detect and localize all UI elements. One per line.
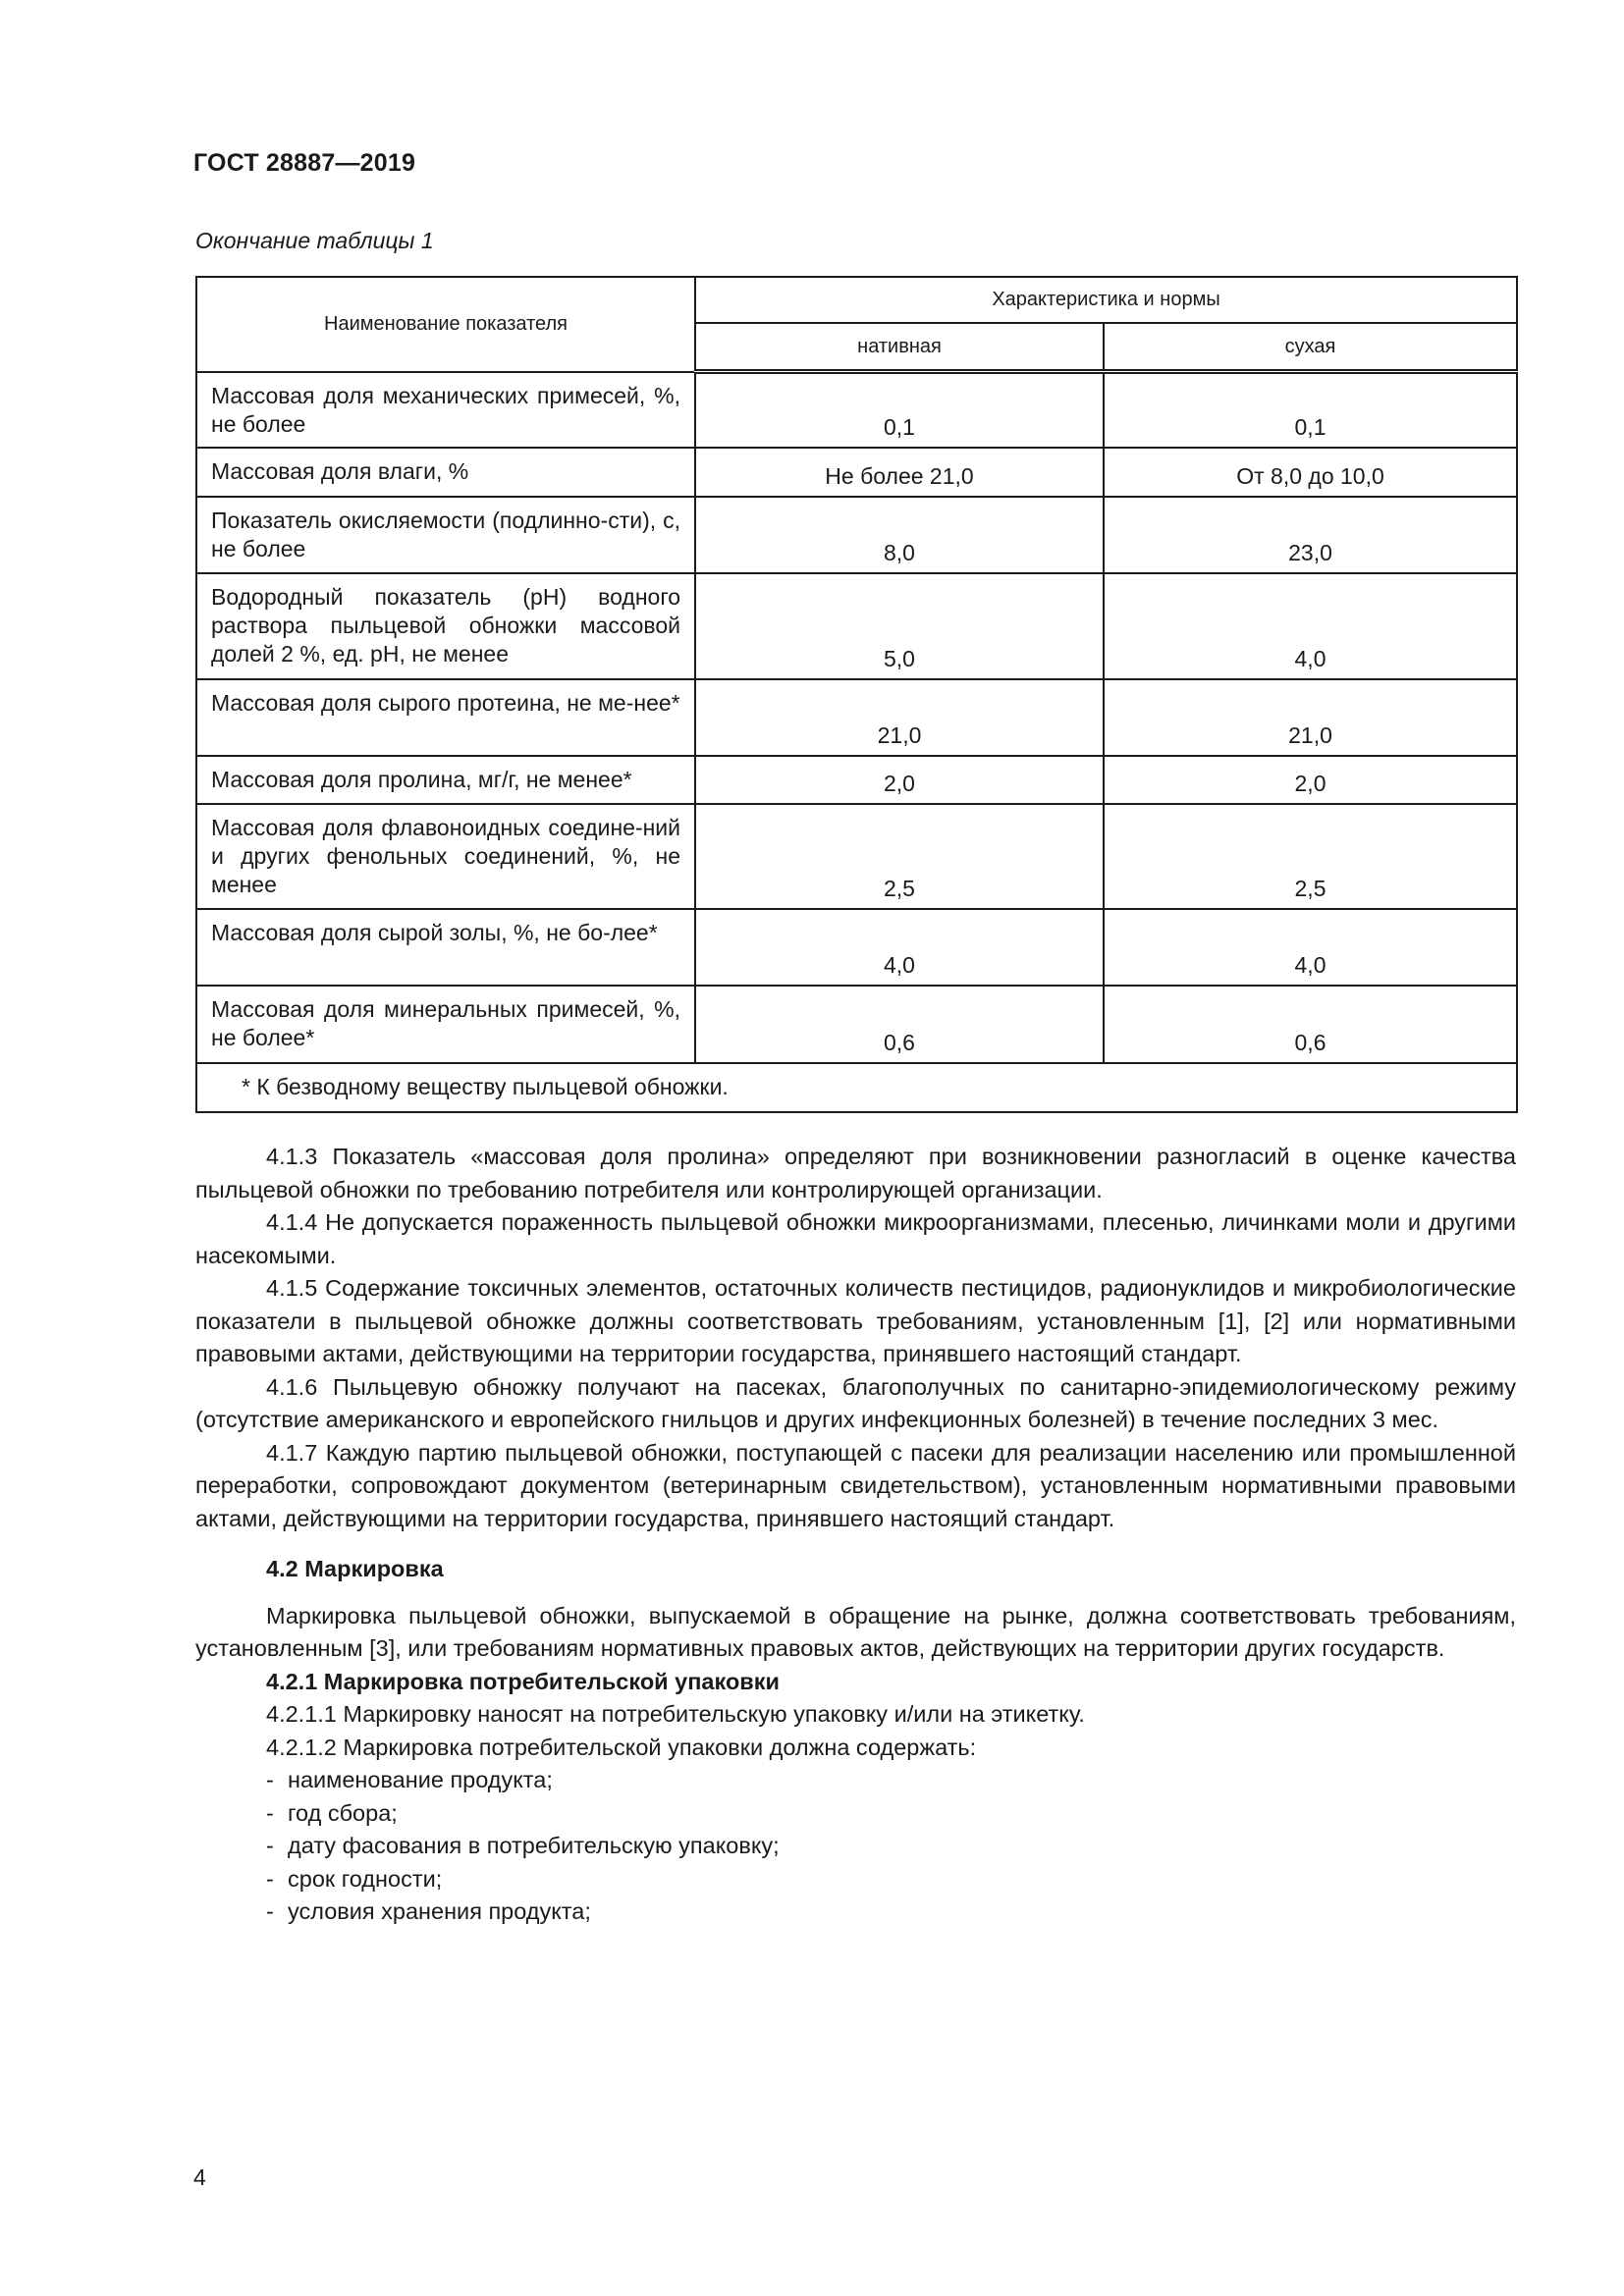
table-row [196,679,1517,756]
row-name: Массовая доля влаги, % [196,448,695,497]
norms-table [195,276,1518,1113]
list-item: - срок годности; [266,1863,1516,1896]
value-dry: 0,1 [1104,372,1517,448]
list-item: - год сбора; [266,1797,1516,1831]
row-name: Массовая доля флавоноидных соедине-ний и других фенольных соединений, %, не менее [196,804,695,909]
value-dry: 23,0 [1104,497,1517,573]
paragraph-4-1-3: 4.1.3 Показатель «массовая доля пролина» определяют при возникновении разногласий в оценке качества пыльцевой обножки по требованию потребителя или контролирующей организации. [195,1144,1516,1202]
value-dry: 0,6 [1104,986,1517,1063]
value-native: 4,0 [695,909,1104,986]
value-native: 0,6 [695,986,1104,1063]
value-dry: 4,0 [1104,909,1517,986]
document-id: ГОСТ 28887—2019 [193,149,416,177]
value-dry: 2,5 [1104,804,1517,909]
section-heading-4-2: 4.2 Маркировка [266,1556,444,1581]
list-item: - наименование продукта; [266,1764,1516,1797]
table-row [196,909,1517,986]
table-row [196,372,1517,448]
subsection-heading-text: 4.2.1 Маркировка потребительской упаковки [266,1668,780,1694]
value-dry: 4,0 [1104,573,1517,679]
marking-requirements-list [195,1764,1516,1929]
value-native: 8,0 [695,497,1104,573]
table-row [196,986,1517,1063]
row-name: Массовая доля механических примесей, %, не более [196,372,695,448]
paragraph-4-1-7: 4.1.7 Каждую партию пыльцевой обножки, поступающей с пасеки для реализации населению или промышленной переработки, сопровождают документом (ветеринарным свидетельством), установленным нормативными правовыми актами, действующими на территории государства, принявшего настоящий стандарт. [195,1439,1516,1531]
value-native: 2,5 [695,804,1104,909]
table-row [196,804,1517,909]
subsection-heading-4-2-1 [266,1666,1516,1699]
row-name: Водородный показатель (рН) водного раствора пыльцевой обножки массовой долей 2 %, ед. рН, не менее [196,573,695,679]
table-row [196,448,1517,497]
value-native: 2,0 [695,756,1104,804]
value-native: 5,0 [695,573,1104,679]
value-native: 0,1 [695,372,1104,448]
value-dry: 2,0 [1104,756,1517,804]
row-name: Массовая доля минеральных примесей, %, не более* [196,986,695,1063]
list-item: - условия хранения продукта; [266,1896,1516,1929]
paragraph-4-2-1-1: 4.2.1.1 Маркировку наносят на потребительскую упаковку и/или на этикетку. [266,1701,1085,1727]
table-footnote-row [196,1063,1517,1112]
body-text [195,1141,1516,1929]
col-header-native: нативная [695,323,1104,372]
table-row [196,497,1517,573]
row-name: Массовая доля сырой золы, %, не бо-лее* [196,909,695,986]
col-header-dry: сухая [1104,323,1517,372]
paragraph-4-1-6: 4.1.6 Пыльцевую обножку получают на пасеках, благополучных по санитарно-эпидемиологическому режиму (отсутствие американского и европейского гнильцов и других инфекционных болезней) в течение последних 3 мес. [195,1373,1516,1432]
paragraph-4-1-5: 4.1.5 Содержание токсичных элементов, остаточных количеств пестицидов, радионуклидов и микробиологические показатели в пыльцевой обножке должны соответствовать требованиям, установленным [1], [2] или нормативными правовыми актами, действующими на территории государства, принявшего настоящий стандарт. [195,1275,1516,1366]
value-dry: От 8,0 до 10,0 [1104,448,1517,497]
paragraph-4-2: Маркировка пыльцевой обножки, выпускаемой в обращение на рынке, должна соответствовать требованиям, установленным [3], или требованиям нормативных правовых актов, действующих на территории других государств. [195,1602,1516,1661]
value-dry: 21,0 [1104,679,1517,756]
table-caption: Окончание таблицы 1 [195,228,434,253]
table-footnote: * К безводному веществу пыльцевой обножки. [196,1063,1517,1112]
paragraph-4-1-4: 4.1.4 Не допускается пораженность пыльцевой обножки микроорганизмами, плесенью, личинками моли и другими насекомыми. [195,1209,1516,1268]
table-row [196,573,1517,679]
page-number: 4 [193,2164,206,2190]
value-native: 21,0 [695,679,1104,756]
paragraph-4-2-1-2: 4.2.1.2 Маркировка потребительской упаковки должна содержать: [266,1734,977,1760]
table-row [196,756,1517,804]
row-name: Массовая доля пролина, мг/г, не менее* [196,756,695,804]
row-name: Показатель окисляемости (подлинно-сти), с, не более [196,497,695,573]
col-header-group: Характеристика и нормы [695,277,1517,323]
row-name: Массовая доля сырого протеина, не ме-нее* [196,679,695,756]
value-native: Не более 21,0 [695,448,1104,497]
col-header-name: Наименование показателя [196,277,695,372]
list-item: - дату фасования в потребительскую упаковку; [266,1830,1516,1863]
